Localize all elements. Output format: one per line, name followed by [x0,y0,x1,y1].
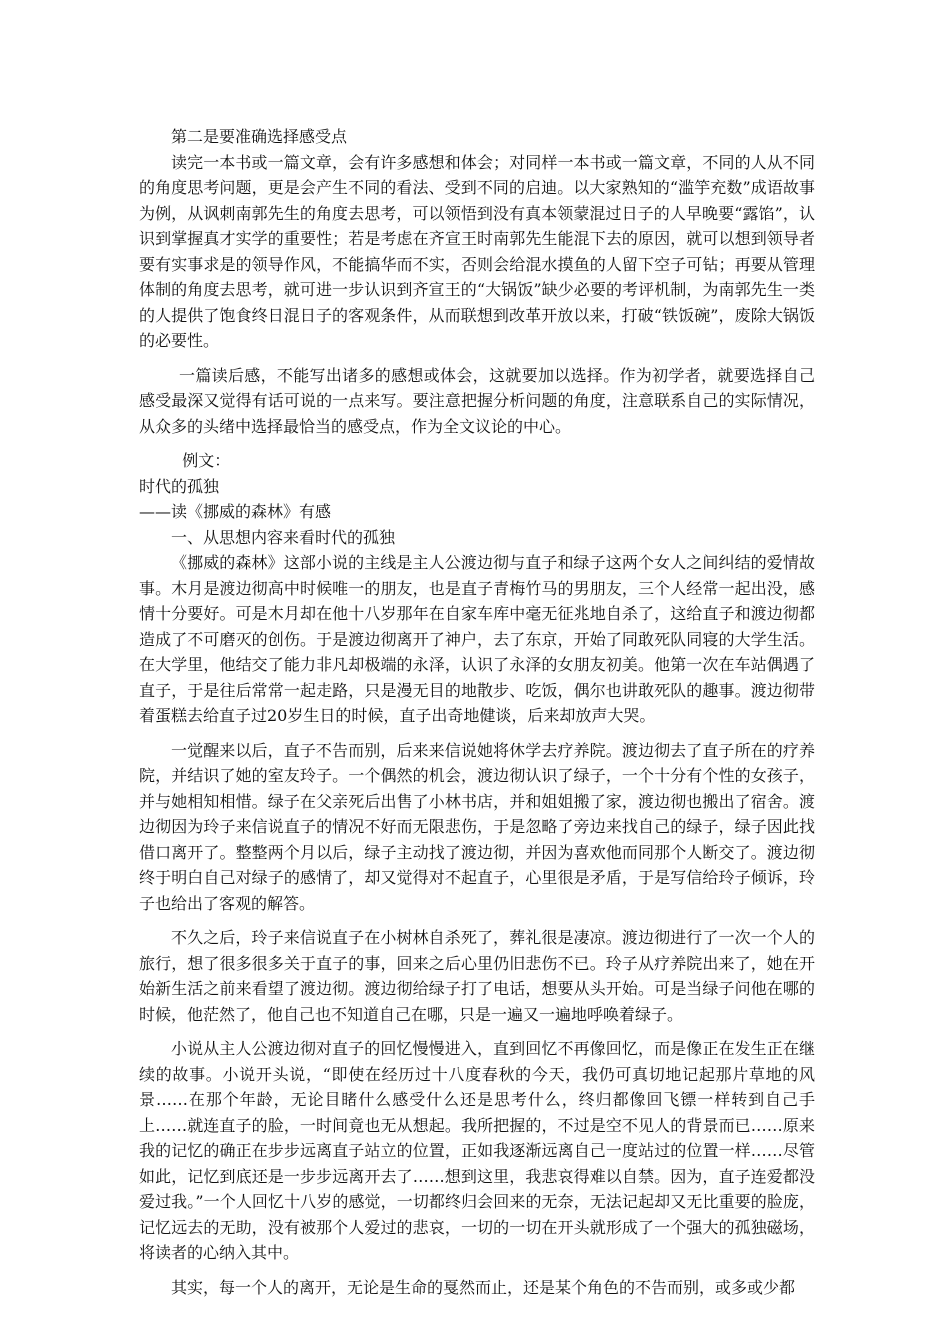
essay-subtitle: ——读《挪威的森林》有感 [139,502,332,521]
essay-paragraph: 其实，每一个人的离开，无论是生命的戛然而止，还是某个角色的不告而别，或多或少都 [171,1277,796,1297]
essay-section-heading: 一、从思想内容来看时代的孤独 [171,527,396,547]
example-label: 例文： [182,451,231,470]
essay-paragraph: 一觉醒来以后，直子不告而别，后来来信说她将休学去疗养院。渡边彻去了直子所在的疗养院，并结识了她的室友玲子。一个偶然的机会，渡边彻认识了绿子，一个十分有个性的女孩子，并与她相知相惜。绿子在父亲死后出售了小林书店，并和姐姐搬了家，渡边彻也搬出了宿舍。渡边彻因为玲子来信说直子的情况不好而无限悲伤，于是忽略了旁边来找自己的绿子，绿子因此找借口离开了。整整两个月以后，绿子主动找了渡边彻，并因为喜欢他而同那个人断交了。渡边彻终于明白自己对绿子的感情了，却又觉得对不起直子，心里很是矛盾，于是写信给玲子倾诉，玲子也给出了客观的解答。 [139,740,815,913]
body-paragraph: 读完一本书或一篇文章，会有许多感想和体会；对同样一本书或一篇文章，不同的人从不同的角度思考问题，更是会产生不同的看法、受到不同的启迪。以大家熟知的“滥竽充数”成语故事为例，从讽刺南郭先生的角度去思考，可以领悟到没有真本领蒙混过日子的人早晚要“露馅”，认识到掌握真才实学的重要性；若是考虑在齐宣王时南郭先生能混下去的原因，就可以想到领导者要有实事求是的领导作风，不能搞华而不实，否则会给混水摸鱼的人留下空子可钻；再要从管理体制的角度去思考，就可进一步认识到齐宣王的“大锅饭”缺少必要的考评机制，为南郭先生一类的人提供了饱食终日混日子的客观条件，从而联想到改革开放以来，打破“铁饭碗”，废除大锅饭的必要性。 [139,152,815,350]
essay-title: 时代的孤独 [139,476,220,496]
section-heading: 第二是要准确选择感受点 [171,127,348,146]
essay-paragraph: 不久之后，玲子来信说直子在小树林自杀死了，葬礼很是凄凉。渡边彻进行了一次一个人的旅行，想了很多很多关于直子的事，回来之后心里仍旧悲伤不已。玲子从疗养院出来了，她在开始新生活之前来看望了渡边彻。渡边彻给绿子打了电话，想要从头开始。可是当绿子问他在哪的时候，他茫然了，他自己也不知道自己在哪，只是一遍又一遍地呼唤着绿子。 [139,928,815,1024]
essay-paragraph: 小说从主人公渡边彻对直子的回忆慢慢进入，直到回忆不再像回忆，而是像正在发生正在继续的故事。小说开头说，“即使在经历过十八度春秋的今天，我仍可真切地记起那片草地的风景……在那个年龄，无论目睹什么感受什么还是思考什么，终归都像回飞镖一样转到自己手上……就连直子的脸，一时间竟也无从想起。我所把握的，不过是空不见人的背景而已……原来我的记忆的确正在步步远离直子站立的位置，正如我逐渐远离自己一度站过的位置一样……尽管如此，记忆到底还是一步步远离开去了……想到这里，我悲哀得难以自禁。因为，直子连爱都没爱过我。”一个人回忆十八岁的感觉，一切都终归会回来的无奈，无法记起却又无比重要的脸庞，记忆远去的无助，没有被那个人爱过的悲哀，一切的一切在开头就形成了一个强大的孤独磁场，将读者的心纳入其中。 [139,1039,815,1262]
body-paragraph: 一篇读后感，不能写出诸多的感想或体会，这就要加以选择。作为初学者，就要选择自己感受最深又觉得有话可说的一点来写。要注意把握分析问题的角度，注意联系自己的实际情况，从众多的头绪中选择最恰当的感受点，作为全文议论的中心。 [139,365,815,436]
document-page [139,124,815,1300]
essay-paragraph: 《挪威的森林》这部小说的主线是主人公渡边彻与直子和绿子这两个女人之间纠结的爱情故事。木月是渡边彻高中时候唯一的朋友，也是直子青梅竹马的男朋友，三个人经常一起出没，感情十分要好。可是木月却在他十八岁那年在自家车库中毫无征兆地自杀了，这给直子和渡边彻都造成了不可磨灭的创伤。于是渡边彻离开了神户，去了东京，开始了同敢死队同寝的大学生活。在大学里，他结交了能力非凡却极端的永泽，认识了永泽的女朋友初美。他第一次在车站偶遇了直子，于是往后常常一起走路，只是漫无目的地散步、吃饭，偶尔也讲敢死队的趣事。渡边彻带着蛋糕去给直子过20岁生日的时候，直子出奇地健谈，后来却放声大哭。 [139,553,815,725]
